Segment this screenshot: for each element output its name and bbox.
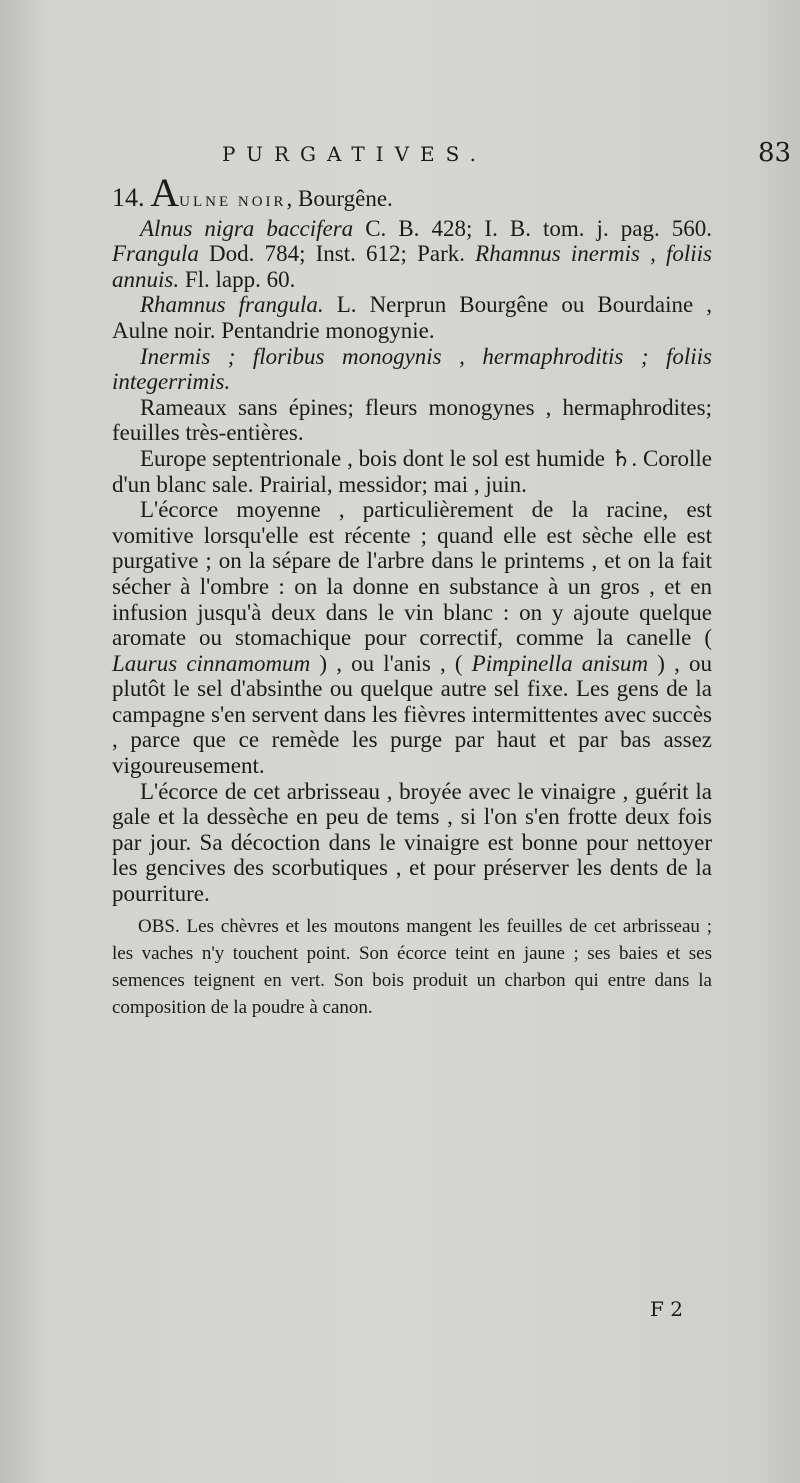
- obs-label: OBS.: [138, 915, 180, 937]
- paragraph-uses: [112, 497, 712, 779]
- entry-name: ULNE NOIR: [179, 194, 287, 210]
- synonym-roman-2: Dod. 784; Inst. 612; Park.: [198, 241, 476, 267]
- paragraph-external-use: L'écorce de cet arbrisseau , broyée avec le vinaigre , guérit la gale et la dessèche en peu de tems , si l'on s'en frotte deux fois par jour. Sa décoction dans le vinaigre est bonne pour nettoyer les gencives des scorbutiques , et pour préserver les dents de la pourriture.: [112, 778, 712, 907]
- uses-italic-2: Pimpinella anisum: [471, 650, 649, 676]
- uses-text-c: ) , ou plutôt le sel d'absinthe ou quelque autre sel fixe. Les gens de la campagne s'en servent dans les fièvres intermittentes avec succès , parce que ce remède les purge par haut et par bas assez vigoureusement.: [112, 650, 712, 779]
- linnaeus-name: [112, 292, 712, 343]
- uses-italic-1: Laurus cinnamomum: [112, 650, 311, 676]
- running-title: PURGATIVES.: [222, 142, 487, 166]
- signature-mark: F 2: [650, 1297, 683, 1321]
- synonyms: [112, 216, 712, 293]
- uses-text-b: ) , ou l'anis , (: [310, 650, 472, 676]
- synonym-roman-3: Fl. lapp. 60.: [179, 266, 296, 292]
- entry-initial: A: [150, 170, 180, 215]
- linnaeus-italic: Rhamnus frangula.: [140, 292, 324, 318]
- paragraph-habitat: Europe septentrionale , bois dont le sol est humide ♄. Corolle d'un blanc sale. Prairial, messidor; mai , juin.: [112, 445, 712, 497]
- obs-text: Les chèvres et les moutons mangent les feuilles de cet arbrisseau ; les vaches n'y touchent point. Son écorce teint en jaune ; ses baies et ses semences teignent en vert. Son bois produit un charbon qui entre dans la composition de la poudre à canon.: [112, 915, 712, 1018]
- paragraph-description: Rameaux sans épines; fleurs monogynes , hermaphrodites; feuilles très-entières.: [112, 394, 712, 446]
- observation-note: [112, 913, 712, 1021]
- synonym-italic-2: Frangula: [112, 241, 199, 267]
- synonym-italic-1: Alnus nigra baccifera: [140, 215, 354, 241]
- diagnosis-italic: Inermis ; floribus monogynis , hermaphroditis ; foliis integerrimis.: [112, 343, 712, 395]
- entry-name-suffix: , Bourgêne.: [286, 186, 393, 211]
- entry-number: 14.: [112, 183, 145, 212]
- linnaeus-roman: L. Nerprun Bourgêne ou Bourdaine , Aulne noir. Pentandrie monogynie.: [112, 292, 712, 343]
- synonym-italic-3: Rhamnus inermis , foliis annuis.: [112, 241, 712, 292]
- entry-heading: [112, 170, 712, 216]
- synonym-roman-1: C. B. 428; I. B. tom. j. pag. 560.: [353, 215, 712, 241]
- uses-text-a: L'écorce moyenne , particulièrement de la racine, est vomitive lorsqu'elle est récente ; quand elle est sèche elle est purgative ; on la sépare de l'arbre dans le printems , et on la fait sécher à l'ombre : on la donne en substance à un gros , et en infusion jusqu'à deux dans le vin blanc : on y ajoute quelque aromate ou stomachique pour correctif, comme la canelle (: [112, 497, 712, 651]
- diagnosis: [112, 344, 712, 395]
- page-number: 83: [758, 138, 792, 168]
- page-text: [112, 170, 712, 1021]
